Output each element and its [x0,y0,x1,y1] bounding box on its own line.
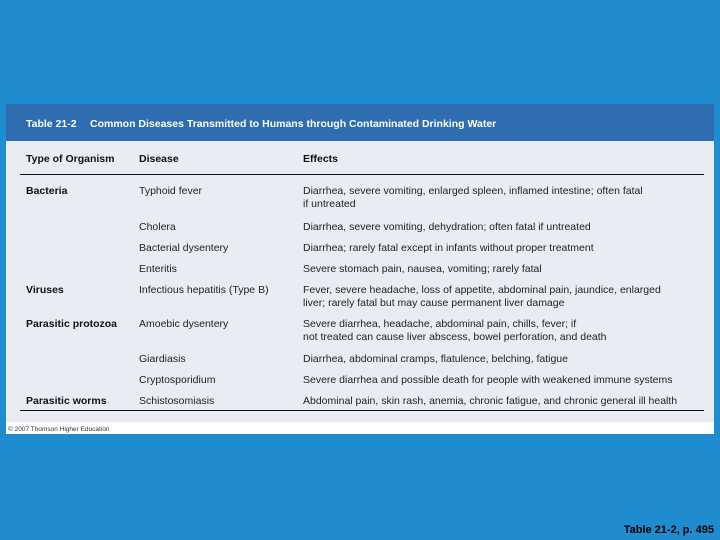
row-disease: Cholera [139,221,176,233]
table-number: Table 21-2 [26,118,77,130]
row-organism: Bacteria [26,185,68,197]
footer-rule [20,410,704,411]
row-organism: Parasitic worms [26,395,107,407]
row-disease: Infectious hepatitis (Type B) [139,284,269,296]
column-header-organism: Type of Organism [26,153,115,165]
row-disease: Amoebic dysentery [139,318,229,330]
row-effects-line: Diarrhea, severe vomiting, dehydration; often fatal if untreated [303,221,591,233]
table-title-bar [6,104,714,141]
column-header-disease: Disease [139,153,179,165]
row-effects-line: not treated can cause liver abscess, bowel perforation, and death [303,331,607,343]
copyright-notice: © 2007 Thomson Higher Education [8,426,110,433]
row-disease: Schistosomiasis [139,395,215,407]
row-effects-line: Diarrhea, abdominal cramps, flatulence, belching, fatigue [303,353,568,365]
table-title: Common Diseases Transmitted to Humans through Contaminated Drinking Water [90,118,497,130]
column-headers [6,141,714,174]
row-effects-line: Severe diarrhea, headache, abdominal pain, chills, fever; if [303,318,577,330]
row-effects-line: Diarrhea, severe vomiting, enlarged spleen, inflamed intestine; often fatal [303,185,643,197]
header-rule [20,174,704,175]
row-organism: Parasitic protozoa [26,318,118,330]
table-body [6,141,714,422]
row-disease: Bacterial dysentery [139,242,229,254]
row-disease: Giardiasis [139,353,186,365]
row-effects-line: liver; rarely fatal but may cause permanent liver damage [303,297,565,309]
row-disease: Cryptosporidium [139,374,216,386]
row-organism: Viruses [26,284,64,296]
slide-caption: Table 21-2, p. 495 [623,524,714,536]
row-effects-line: Severe stomach pain, nausea, vomiting; rarely fatal [303,263,542,275]
row-effects-line: Fever, severe headache, loss of appetite, abdominal pain, jaundice, enlarged [303,284,661,296]
row-effects-line: Abdominal pain, skin rash, anemia, chronic fatigue, and chronic general ill health [303,395,678,407]
row-disease: Typhoid fever [139,185,203,197]
disease-table [6,104,714,434]
column-header-effects: Effects [303,153,339,165]
row-effects-line: if untreated [303,198,356,210]
row-effects-line: Diarrhea; rarely fatal except in infants without proper treatment [303,242,594,254]
row-disease: Enteritis [139,263,177,275]
row-effects-line: Severe diarrhea and possible death for people with weakened immune systems [303,374,673,386]
